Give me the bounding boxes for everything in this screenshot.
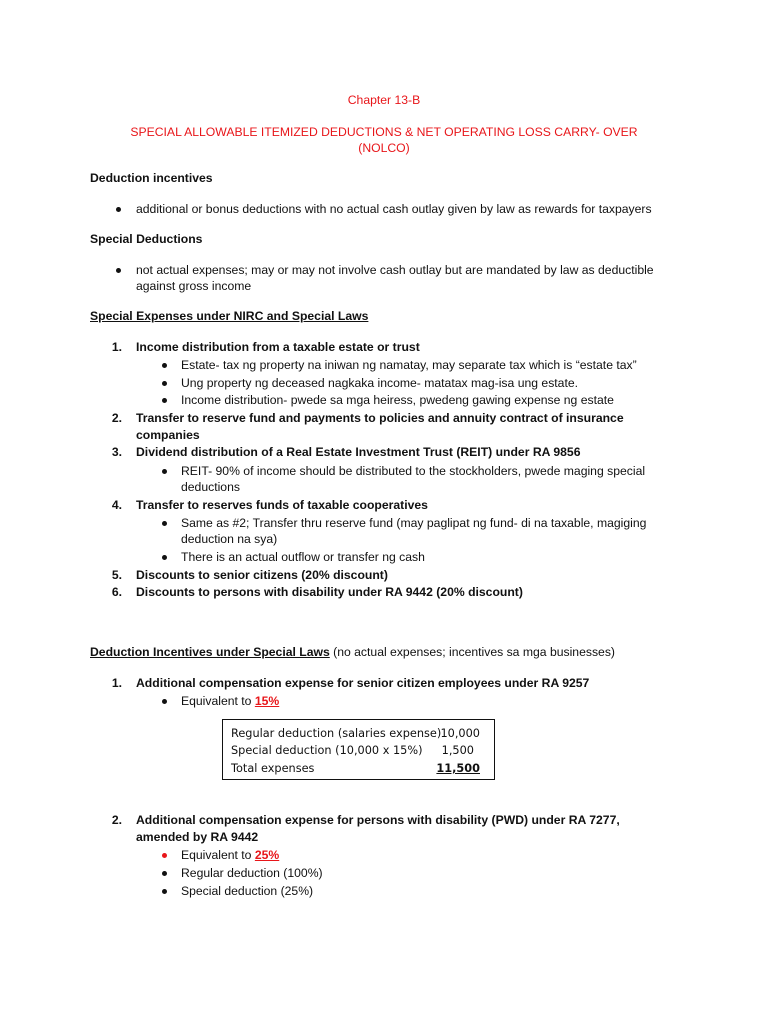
- table-row-value: 1,500: [441, 744, 474, 757]
- list-item: Transfer to reserve fund and payments to policies and annuity contract of insurance: [136, 411, 624, 425]
- equivalent-value: 25%: [254, 848, 280, 862]
- sub-item: There is an actual outflow or transfer ng cash: [181, 550, 425, 564]
- bullet-text: not actual expenses; may or may not involve cash outlay but are mandated by law as deductible: [136, 263, 654, 277]
- sub-item-equivalent: [181, 693, 279, 709]
- table-row-label: Special deduction (10,000 x 15%): [231, 744, 423, 757]
- list-number: 1.: [111, 676, 122, 690]
- list-item: Dividend distribution of a Real Estate Investment Trust (REIT) under RA 9856: [136, 445, 581, 459]
- list-item: Transfer to reserves funds of taxable cooperatives: [136, 498, 428, 512]
- equivalent-label: Equivalent to: [181, 694, 255, 708]
- table-row-label: Total expenses: [231, 762, 315, 775]
- bullet-icon: [162, 521, 167, 526]
- list-number: 1.: [111, 340, 122, 354]
- bullet-icon: [162, 363, 167, 368]
- title-line-1: SPECIAL ALLOWABLE ITEMIZED DEDUCTIONS & NET OPERATING LOSS CARRY- OVER: [130, 125, 638, 139]
- sub-item: Regular deduction (100%): [181, 866, 323, 880]
- bullet-icon: [162, 699, 167, 704]
- bullet-icon: [162, 381, 167, 386]
- deduction-table: [222, 719, 495, 780]
- heading-deduction-incentives-special: [90, 644, 615, 660]
- bullet-icon: [162, 398, 167, 403]
- equivalent-value: 15%: [254, 694, 280, 708]
- bullet-icon: [162, 889, 167, 894]
- list-number: 2.: [111, 813, 122, 827]
- equivalent-label: Equivalent to: [181, 848, 255, 862]
- chapter-label: Chapter 13-B: [347, 93, 421, 107]
- list-item-cont: companies: [136, 428, 200, 442]
- sub-item: Same as #2; Transfer thru reserve fund (may paglipat ng fund- di na taxable, magiging: [181, 516, 647, 530]
- table-row-value: 10,000: [440, 727, 480, 740]
- sub-item: Income distribution- pwede sa mga heiress, pwedeng gawing expense ng estate: [181, 393, 614, 407]
- list-item: Additional compensation expense for persons with disability (PWD) under RA 7277,: [136, 813, 620, 827]
- list-item: Discounts to persons with disability under RA 9442 (20% discount): [136, 585, 523, 599]
- list-number: 3.: [111, 445, 122, 459]
- sub-item: REIT- 90% of income should be distributed to the stockholders, pwede maging special: [181, 464, 646, 478]
- heading-note: (no actual expenses; incentives sa mga businesses): [329, 645, 615, 659]
- heading-deduction-incentives: Deduction incentives: [90, 171, 213, 185]
- list-item: Discounts to senior citizens (20% discount): [136, 568, 388, 582]
- sub-item: Ung property ng deceased nagkaka income- matatax mag-isa ung estate.: [181, 376, 578, 390]
- bullet-icon: [162, 853, 167, 858]
- bullet-icon: [162, 555, 167, 560]
- list-item-cont: amended by RA 9442: [136, 830, 259, 844]
- list-item: Income distribution from a taxable estate or trust: [136, 340, 420, 354]
- bullet-text-cont: against gross income: [136, 279, 252, 293]
- bullet-icon: [162, 871, 167, 876]
- list-item: Additional compensation expense for senior citizen employees under RA 9257: [136, 676, 590, 690]
- table-row-total: 11,500: [436, 762, 480, 775]
- sub-item-cont: deductions: [181, 480, 240, 494]
- heading-text: Deduction Incentives under Special Laws: [90, 645, 330, 659]
- heading-special-deductions: Special Deductions: [90, 232, 203, 246]
- bullet-icon: [116, 268, 121, 273]
- title-line-2: (NOLCO): [358, 141, 410, 155]
- table-row-label: Regular deduction (salaries expense): [231, 727, 442, 740]
- sub-item: Estate- tax ng property na iniwan ng namatay, may separate tax which is “estate tax”: [181, 358, 637, 372]
- list-number: 6.: [111, 585, 122, 599]
- sub-item: Special deduction (25%): [181, 884, 314, 898]
- bullet-text: additional or bonus deductions with no actual cash outlay given by law as rewards for taxpayers: [136, 202, 652, 216]
- list-number: 4.: [111, 498, 122, 512]
- list-number: 2.: [111, 411, 122, 425]
- sub-item-cont: deduction na sya): [181, 532, 278, 546]
- sub-item-equivalent: [181, 847, 279, 863]
- bullet-icon: [116, 207, 121, 212]
- heading-special-expenses: Special Expenses under NIRC and Special Laws: [90, 309, 369, 323]
- bullet-icon: [162, 469, 167, 474]
- list-number: 5.: [111, 568, 122, 582]
